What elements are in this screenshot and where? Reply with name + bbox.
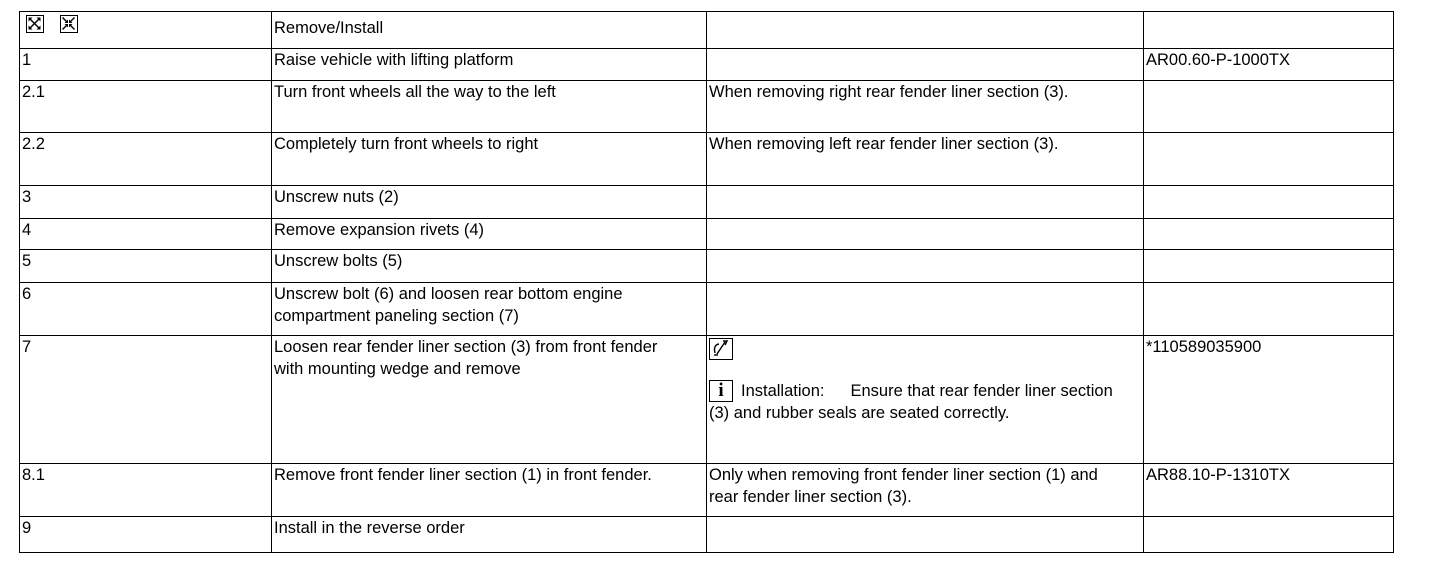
step-note [707,283,1144,336]
step-action: Loosen rear fender liner section (3) from front fender with mounting wedge and remove [272,336,707,464]
step-note [707,250,1144,283]
step-action: Raise vehicle with lifting platform [272,49,707,81]
step-number: 4 [20,219,272,250]
step-number: 8.1 [20,464,272,517]
step-note [707,336,1144,464]
step-number: 5 [20,250,272,283]
step-note: When removing right rear fender liner section (3). [707,81,1144,133]
step-note [707,49,1144,81]
install-icon [60,15,78,33]
remove-icon [26,15,44,33]
special-tool-icon [709,338,733,360]
step-reference [1144,283,1394,336]
header-icons-cell [20,12,272,49]
step-action: Turn front wheels all the way to the left [272,81,707,133]
step-number: 2.2 [20,133,272,186]
table-row [20,336,1394,464]
step-number: 6 [20,283,272,336]
installation-text: Ensure that rear fender liner section (3) and rubber seals are seated correctly. [709,382,1113,422]
step-note [707,186,1144,219]
step-note: Only when removing front fender liner section (1) and rear fender liner section (3). [707,464,1144,517]
step-reference: *110589035900 [1144,336,1394,464]
installation-label: Installation: [741,382,825,400]
table-row [20,81,1394,133]
table-row [20,464,1394,517]
table-row [20,133,1394,186]
step-action: Remove front fender liner section (1) in front fender. [272,464,707,517]
step-reference [1144,517,1394,553]
info-icon: i [709,380,733,402]
step-action: Unscrew bolts (5) [272,250,707,283]
step-note [707,219,1144,250]
step-number: 2.1 [20,81,272,133]
step-action: Unscrew nuts (2) [272,186,707,219]
procedure-table [19,11,1394,553]
header-title: Remove/Install [272,12,707,49]
step-number: 1 [20,49,272,81]
step-number: 3 [20,186,272,219]
step-reference [1144,219,1394,250]
header-blank [707,12,1144,49]
step-note: When removing left rear fender liner section (3). [707,133,1144,186]
step-reference [1144,81,1394,133]
step-action: Remove expansion rivets (4) [272,219,707,250]
step-reference [1144,133,1394,186]
table-row [20,250,1394,283]
table-row [20,283,1394,336]
table-row [20,517,1394,553]
table-row [20,219,1394,250]
step-action: Unscrew bolt (6) and loosen rear bottom engine compartment paneling section (7) [272,283,707,336]
step-note [707,517,1144,553]
installation-note [709,380,1129,424]
step-reference: AR88.10-P-1310TX [1144,464,1394,517]
step-action: Install in the reverse order [272,517,707,553]
header-blank [1144,12,1394,49]
step-number: 7 [20,336,272,464]
step-reference [1144,186,1394,219]
step-reference: AR00.60-P-1000TX [1144,49,1394,81]
table-row [20,186,1394,219]
header-row [20,12,1394,49]
step-action: Completely turn front wheels to right [272,133,707,186]
step-reference [1144,250,1394,283]
table-row [20,49,1394,81]
step-number: 9 [20,517,272,553]
